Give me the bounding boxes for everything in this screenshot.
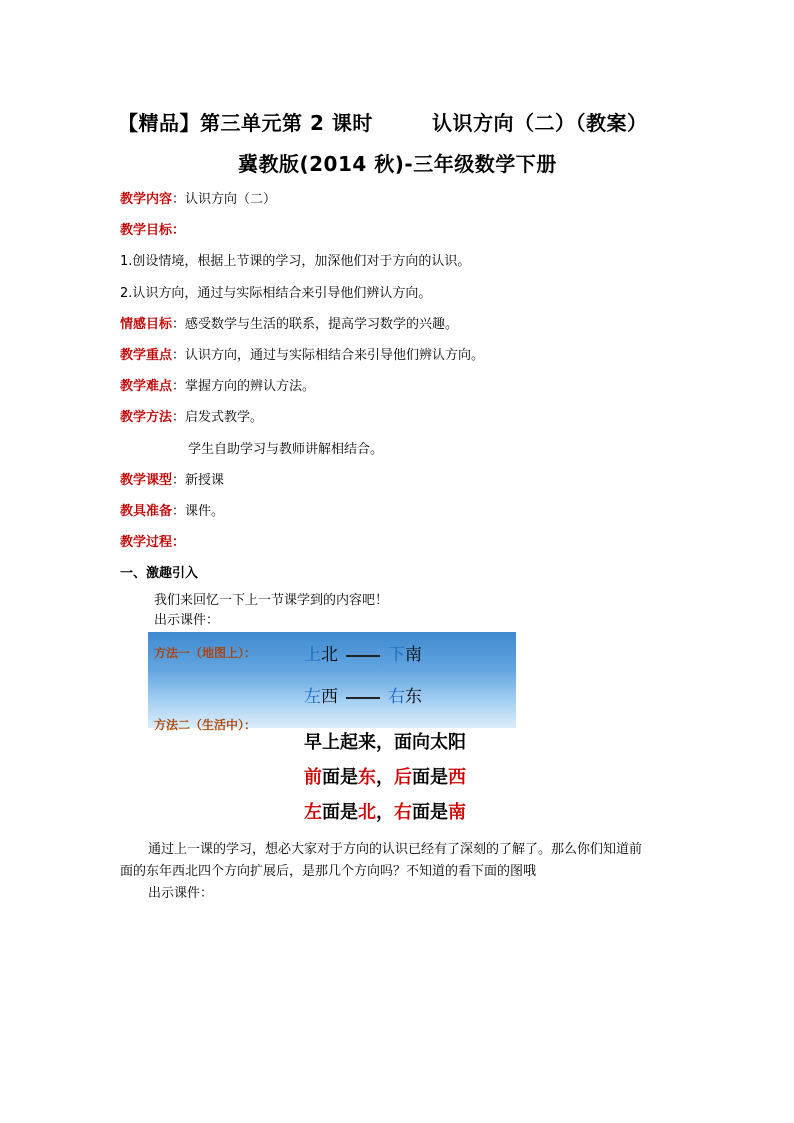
section1-p2: 出示课件： xyxy=(154,613,220,628)
method-label: 教学方法 xyxy=(120,410,173,425)
lesson-type-label: 教学课型 xyxy=(120,473,173,488)
difficulty-label: 教学难点 xyxy=(120,379,173,394)
slide-up: 上 xyxy=(304,645,321,665)
section1-heading: 一、激趣引入 xyxy=(120,566,199,581)
section1-p1: 我们来回忆一下上一节课学到的内容吧！ xyxy=(154,593,389,608)
title-line2: 冀教版(2014 秋)-三年级数学下册 xyxy=(238,152,557,176)
tools-text: ：课件。 xyxy=(172,504,225,519)
slide-morning-line: 早上起来，面向太阳 xyxy=(304,732,466,753)
slide-front-back-line xyxy=(304,763,466,789)
process-row xyxy=(120,531,185,550)
key-point-row xyxy=(120,344,484,363)
content-label: 教学内容 xyxy=(120,192,173,207)
method-line2: 学生自助学习与教师讲解相结合。 xyxy=(188,442,384,457)
goal-item-2: 2.认识方向，通过与实际相结合来引导他们辨认方向。 xyxy=(120,286,432,301)
title-line1-left: 【精品】第三单元第 2 课时 xyxy=(118,111,373,135)
slide-left-west xyxy=(304,682,422,707)
emotion-label: 情感目标 xyxy=(120,317,173,332)
difficulty-text: ：掌握方向的辨认方法。 xyxy=(172,379,316,394)
goals-label: 教学目标 xyxy=(120,223,173,238)
slide-right: 右 xyxy=(388,687,405,707)
tools-label: 教具准备 xyxy=(120,504,173,519)
method-text: ：启发式教学。 xyxy=(172,410,264,425)
slide-back-dir: 西 xyxy=(448,767,466,788)
slide-back-rest: 面是 xyxy=(412,767,448,788)
goals-row xyxy=(120,219,185,238)
slide-dash-2 xyxy=(346,697,380,699)
process-label: 教学过程 xyxy=(120,535,173,550)
goal-item-1: 1.创设情境，根据上节课的学习，加深他们对于方向的认识。 xyxy=(120,254,471,269)
tools-row xyxy=(120,500,224,519)
slide-method2: 方法二（生活中）： xyxy=(154,718,257,732)
slide-east: 东 xyxy=(405,687,422,707)
slide-south: 南 xyxy=(405,645,422,665)
emotion-text: ：感受数学与生活的联系，提高学习数学的兴趣。 xyxy=(172,317,459,332)
slide-west: 西 xyxy=(321,687,338,707)
slide-dash-1 xyxy=(346,655,380,657)
goals-colon: ： xyxy=(172,223,186,238)
lesson-type-text: ：新授课 xyxy=(172,473,225,488)
para-line1: 通过上一课的学习，想必大家对于方向的认识已经有了深刻的了解了。那么你们知道前 xyxy=(148,842,643,857)
slide-left-rest: 面是 xyxy=(322,802,358,823)
slide-right-rest: 面是 xyxy=(412,802,448,823)
slide-down: 下 xyxy=(388,645,405,665)
slide-comma-2: ， xyxy=(376,802,394,823)
key-point-label: 教学重点 xyxy=(120,348,173,363)
lesson-type-row xyxy=(120,469,224,488)
slide-back: 后 xyxy=(394,767,412,788)
slide-front: 前 xyxy=(304,767,322,788)
content-row xyxy=(120,188,276,207)
key-point-text: ：认识方向，通过与实际相结合来引导他们辨认方向。 xyxy=(172,348,485,363)
para-line2: 面的东年西北四个方向扩展后，是那几个方向吗？不知道的看下面的图哦 xyxy=(120,864,537,879)
content-text: ：认识方向（二） xyxy=(172,192,277,207)
slide-comma-1: ， xyxy=(376,767,394,788)
slide-right-dir: 南 xyxy=(448,802,466,823)
slide-left-right-line xyxy=(304,798,466,824)
method-row xyxy=(120,406,263,425)
emotion-row xyxy=(120,313,458,332)
slide-front-dir: 东 xyxy=(358,767,376,788)
slide-left: 左 xyxy=(304,687,321,707)
title-line1-right: 认识方向（二）（教案） xyxy=(432,111,648,135)
para-line3: 出示课件： xyxy=(148,886,214,901)
slide-left-dir: 北 xyxy=(358,802,376,823)
slide-north: 北 xyxy=(321,645,338,665)
slide-right2: 右 xyxy=(394,802,412,823)
slide-front-rest: 面是 xyxy=(322,767,358,788)
process-colon: ： xyxy=(172,535,186,550)
slide-left2: 左 xyxy=(304,802,322,823)
difficulty-row xyxy=(120,375,315,394)
slide-method1: 方法一（地图上）： xyxy=(154,646,257,660)
courseware-slide xyxy=(148,632,516,828)
slide-up-north xyxy=(304,640,422,665)
